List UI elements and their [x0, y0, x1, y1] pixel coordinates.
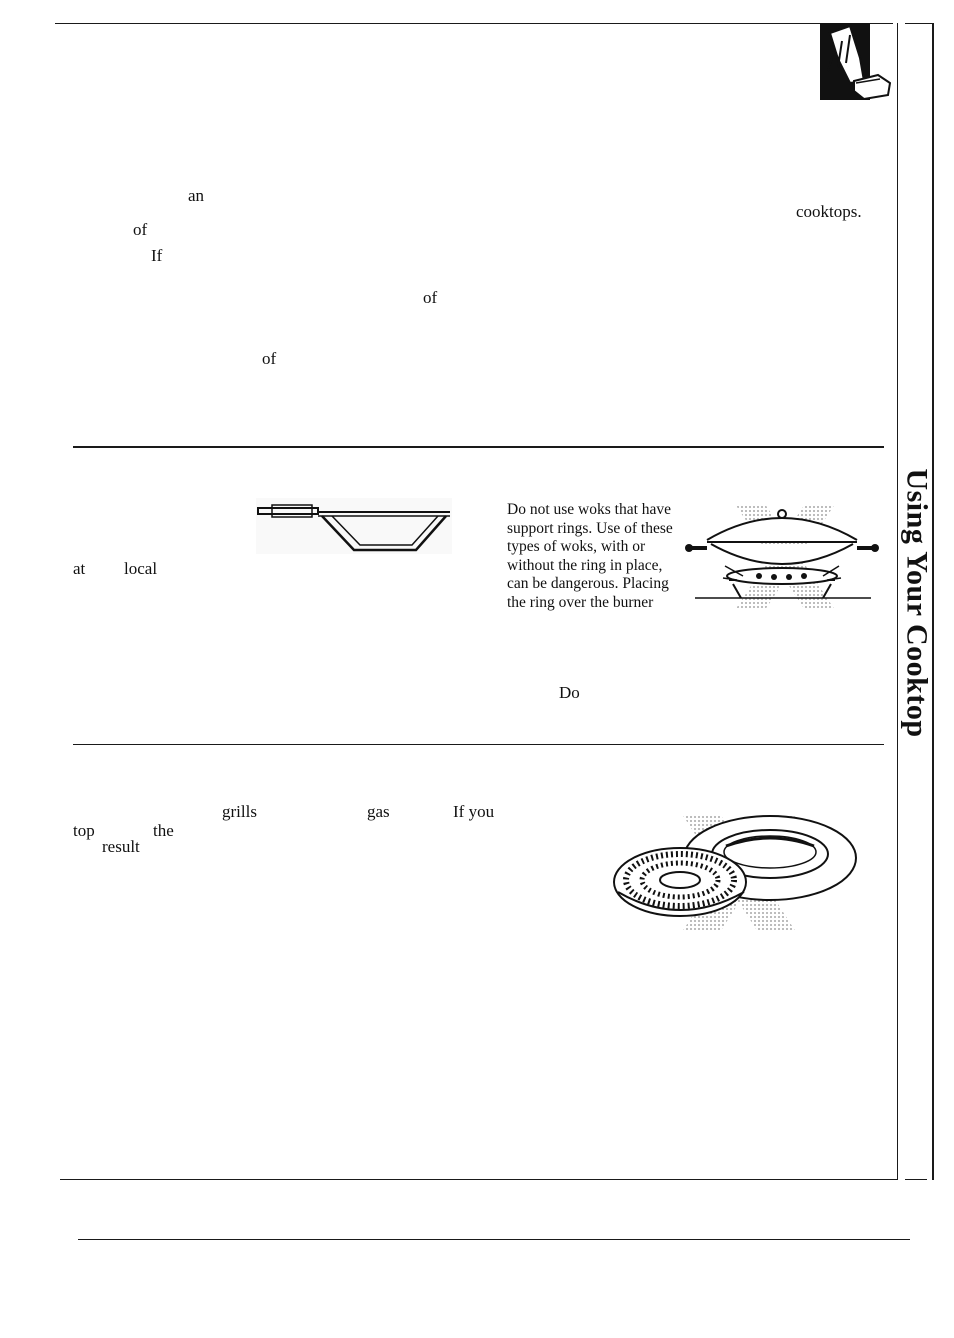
section-divider-2: [73, 744, 884, 745]
text-fragment: of: [262, 349, 277, 368]
text-fragment: of: [423, 288, 438, 307]
text-fragment: result: [102, 837, 140, 856]
text-fragment: top: [73, 821, 95, 840]
text-fragment: of: [133, 220, 148, 239]
section-title-vertical: [893, 467, 941, 738]
text-fragment: If: [151, 246, 163, 265]
text-fragment: gas: [367, 802, 390, 821]
wok-on-support-ring-crossed-out-icon: [685, 498, 880, 618]
text-fragment: grills: [222, 802, 257, 821]
text-fragment: Do: [559, 683, 580, 702]
wok-warning-paragraph: Do not use woks that have support rings. Use of these types of woks, with or without the ring in place, can be dangerous. Placing the ring over the burner: [507, 501, 673, 611]
text-fragment: at: [73, 559, 86, 578]
hand-pressing-button-icon: [820, 23, 891, 100]
flat-bottom-wok-pan-icon: [256, 498, 452, 554]
top-rule: [55, 23, 893, 24]
text-fragment: local: [124, 559, 158, 578]
text-fragment: an: [188, 186, 205, 205]
text-fragment: If you: [453, 802, 495, 821]
bottom-rule: [60, 1179, 898, 1180]
bottom-right-tick: [905, 1179, 927, 1180]
text-fragment: cooktops.: [796, 202, 862, 221]
burner-grate-stovetop-grill-crossed-out-icon: [610, 800, 860, 935]
top-right-rule: [905, 23, 933, 24]
section-divider-1: [73, 446, 884, 448]
section-title-text: Using Your Cooktop: [901, 467, 935, 738]
footer-rule: [78, 1239, 910, 1240]
text-fragment: the: [153, 821, 174, 840]
